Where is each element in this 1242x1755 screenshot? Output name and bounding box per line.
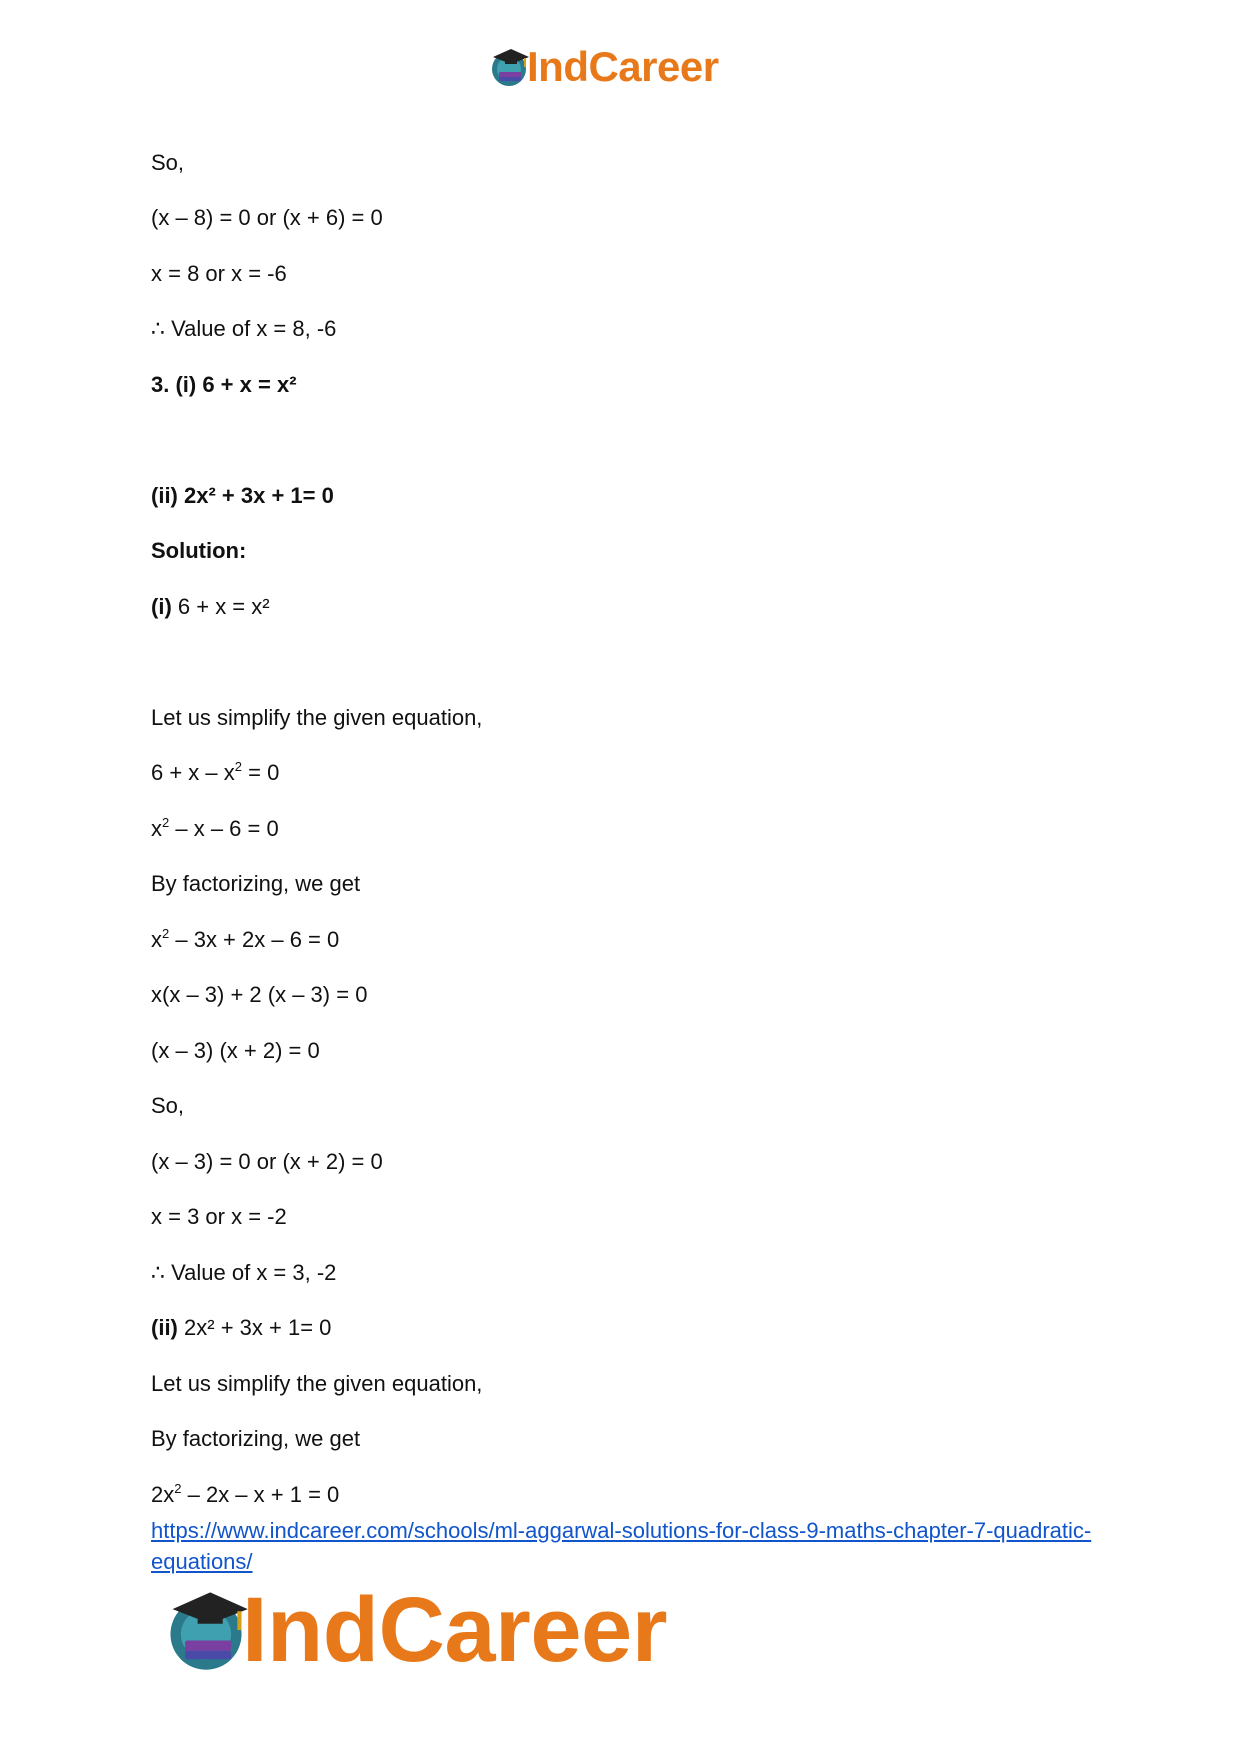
text-line: ∴ Value of x = 3, -2 [151, 1260, 337, 1285]
text-line: Let us simplify the given equation, [151, 705, 483, 730]
equation-line: $x^2 - 3x + 2x - 6 = 0$ [151, 926, 340, 952]
graduation-globe-icon [487, 45, 531, 89]
source-link[interactable]: https://www.indcareer.com/schools/ml-aggarwal-solutions-for-class-9-maths-chapter-7-quadratic-equations/ [151, 1518, 1092, 1574]
footer-logo-text: IndCareer [242, 1579, 667, 1681]
text-line: By factorizing, we get [151, 1426, 361, 1451]
text-line: x = 8 or x = -6 [151, 261, 287, 286]
equation-line: $2x^2 - 2x - x + 1 = 0$ [151, 1481, 340, 1507]
text-line: (x – 8) = 0 or (x + 6) = 0 [151, 205, 383, 230]
text-line: By factorizing, we get [151, 871, 361, 896]
header-logo [487, 42, 719, 92]
question-heading: 3. (i) 6 + x = x² [151, 372, 297, 397]
text-line: (ii) 2x² + 3x + 1= 0 [151, 1315, 332, 1340]
text-line: So, [151, 1093, 185, 1118]
equation-line: $x^2 - x - 6 = 0$ [151, 815, 279, 841]
text-line: (i) 6 + x = x² [151, 594, 270, 619]
footer-logo [160, 1580, 667, 1680]
equation-line: $6 + x - x^2 = 0$ [151, 759, 280, 785]
equation-line: x(x – 3) + 2 (x – 3) = 0 [151, 982, 368, 1007]
solution-label: Solution: [151, 538, 247, 563]
graduation-globe-icon [160, 1584, 252, 1676]
header-logo-text: IndCareer [527, 43, 719, 90]
equation-line: (x – 3) (x + 2) = 0 [151, 1038, 320, 1063]
equation-line: (x – 3) = 0 or (x + 2) = 0 [151, 1149, 383, 1174]
equation-line: x = 3 or x = -2 [151, 1204, 287, 1229]
text-line: Let us simplify the given equation, [151, 1371, 483, 1396]
text-line: ∴ Value of x = 8, -6 [151, 316, 337, 341]
question-heading: (ii) 2x² + 3x + 1= 0 [151, 483, 334, 508]
text-line: So, [151, 150, 185, 175]
